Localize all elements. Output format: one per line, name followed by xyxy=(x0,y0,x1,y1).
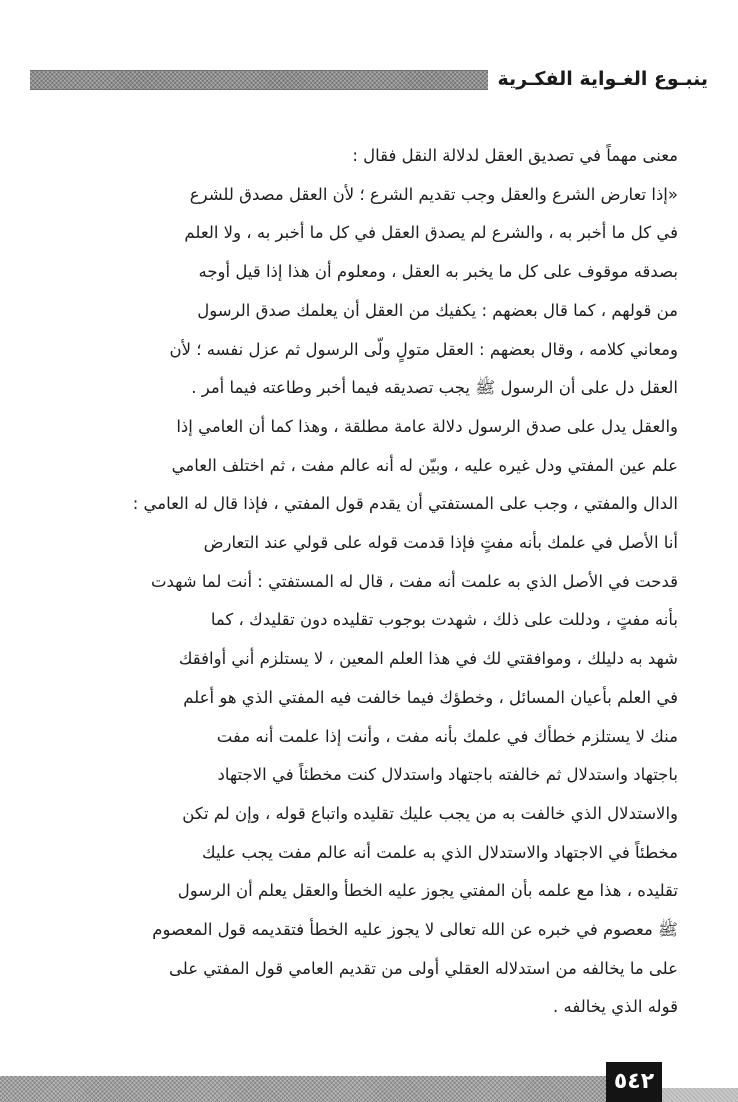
text-line: شهد به دليلك ، وموافقتي لك في هذا العلم المعين ، لا يستلزم أني أوافقك xyxy=(178,649,678,669)
text-line: والعقل يدل على صدق الرسول دلالة عامة مطلقة ، وهذا كما أن العامي إذا xyxy=(176,416,678,436)
page-body xyxy=(50,137,678,1027)
text-line: مخطئاً في الاجتهاد والاستدلال الذي به علمت أنه عالم مفت يجب عليك xyxy=(202,842,678,862)
text-line: بصدقه موقوف على كل ما يخبر به العقل ، ومعلوم أن هذا إذا قيل أوجه xyxy=(198,262,678,282)
text-line: والاستدلال الذي خالفت به من يجب عليك تقليده واتباع قوله ، وإن لم تكن xyxy=(182,803,678,823)
running-title: ينبـوع الغـواية الفكـرية xyxy=(497,68,708,90)
text-line: على ما يخالفه من استدلاله العقلي أولى من تقديم العامي قول المفتي على xyxy=(168,958,678,978)
footer-decorative-tail xyxy=(662,1088,738,1102)
text-line: علم عين المفتي ودل غيره عليه ، وبيّن له أنه عالم مفت ، ثم اختلف العامي xyxy=(171,455,678,475)
text-line: قوله الذي يخالفه . xyxy=(553,997,678,1017)
text-line: الدال والمفتي ، وجب على المستفتي أن يقدم قول المفتي ، فإذا قال له العامي : xyxy=(132,494,678,514)
header-decorative-bar xyxy=(30,70,488,90)
text-line: العقل دل على أن الرسول ﷺ يجب تصديقه فيما أخبر وطاعته فيما أمر . xyxy=(191,378,678,398)
running-header xyxy=(30,66,708,92)
text-line: ومعاني كلامه ، وقال بعضهم : العقل متولٍ ولّى الرسول ثم عزل نفسه ؛ لأن xyxy=(169,339,678,359)
text-line: قدحت في الأصل الذي به علمت أنه مفت ، قال له المستفتي : أنت لما شهدت xyxy=(150,571,678,591)
text-line: «إذا تعارض الشرع والعقل وجب تقديم الشرع ؛ لأن العقل مصدق للشرع xyxy=(189,184,678,204)
text-line: باجتهاد واستدلال ثم خالفته باجتهاد واستدلال كنت مخطئاً في الاجتهاد xyxy=(217,765,678,785)
text-line: منك لا يستلزم خطأك في علمك بأنه مفت ، وأنت إذا علمت أنه مفت xyxy=(216,726,678,746)
text-line: أنا الأصل في علمك بأنه مفتٍ فإذا قدمت قوله على قولي عند التعارض xyxy=(203,533,678,553)
page-number: ٥٤٢ xyxy=(606,1062,662,1102)
footer-decorative-bar xyxy=(0,1076,606,1102)
text-line: معنى مهماً في تصديق العقل لدلالة النقل فقال : xyxy=(352,146,678,165)
text-line: في العلم بأعيان المسائل ، وخطؤك فيما خالفت فيه المفتي الذي هو أعلم xyxy=(183,687,678,707)
text-line: ﷺ معصوم في خبره عن الله تعالى لا يجوز عليه الخطأ فتقديمه قول المعصوم xyxy=(152,920,678,940)
text-line: بأنه مفتٍ ، ودللت على ذلك ، شهدت بوجوب تقليده دون تقليدك ، كما xyxy=(210,610,678,630)
text-line: في كل ما أخبر به ، والشرع لم يصدق العقل في كل ما أخبر به ، ولا العلم xyxy=(184,223,678,243)
text-line: تقليده ، هذا مع علمه بأن المفتي يجوز عليه الخطأ والعقل يعلم أن الرسول xyxy=(177,881,678,901)
text-line: من قولهم ، كما قال بعضهم : يكفيك من العقل أن يعلمك صدق الرسول xyxy=(197,300,678,320)
